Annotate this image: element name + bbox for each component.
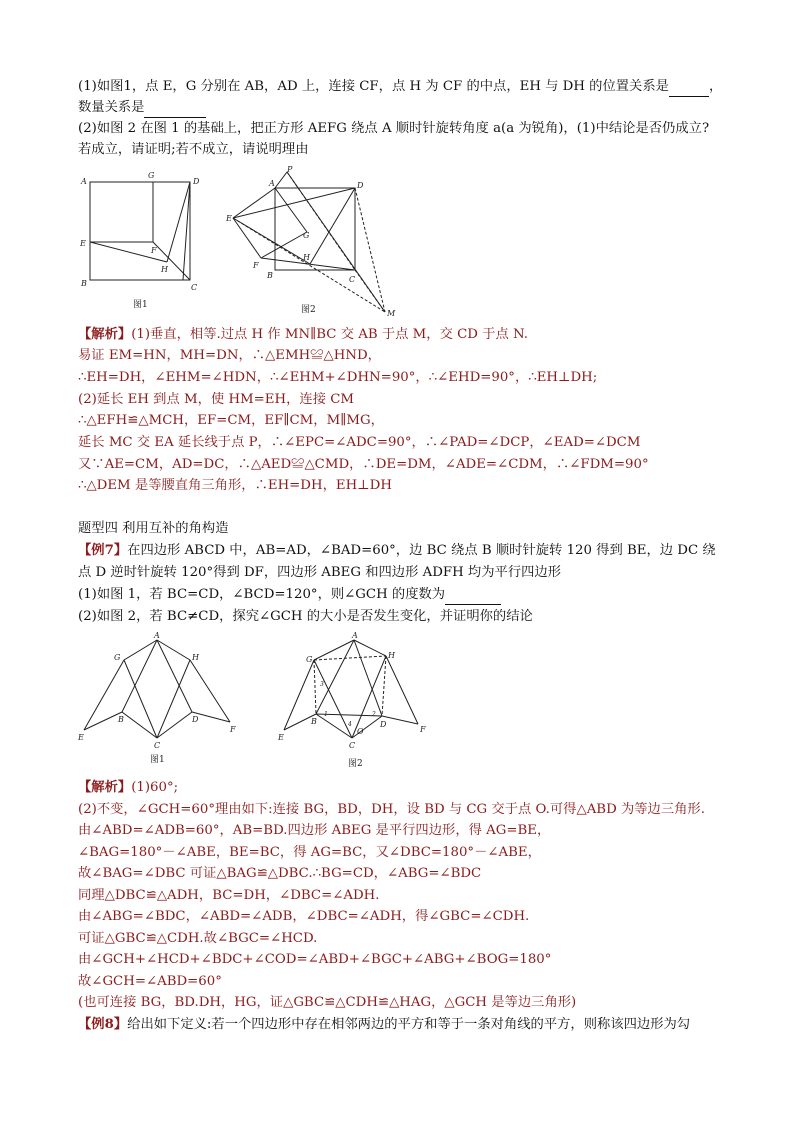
fig4-label-c: C: [349, 741, 356, 750]
problem-q2a: (2)如图 2 在图 1 的基础上，把正方形 AEFG 绕点 A 顺时针旋转角度 a(a 为锐角)，(1)中结论是否仍成立?: [78, 121, 710, 136]
fig2-label-g: G: [303, 231, 310, 240]
fig3-label-b: B: [118, 715, 124, 724]
fig1-label-c: C: [191, 283, 198, 292]
answer-blank: [669, 82, 709, 97]
answer-blank: [144, 103, 206, 118]
solution2-line2: (2)不变，∠GCH=60°理由如下:连接 BG，BD，DH，设 BD 与 CG 交于点 O.可得△ABD 为等边三角形.: [78, 802, 705, 817]
fig3-label-f: F: [230, 725, 236, 734]
fig3-label-a: A: [154, 631, 160, 640]
fig4-angle-4: 4: [348, 721, 352, 728]
problem-q2b: 若成立，请证明;若不成立，请说明理由: [78, 142, 309, 157]
solution2-line4: ∠BAG=180°－∠ABE，BE=BC，得 AG=BC，又∠DBC=180°－∠ABE，: [78, 845, 541, 860]
fig1-label-a: A: [81, 177, 87, 186]
problem-q1b: 数量关系是: [78, 97, 206, 118]
fig1-label-h: H: [161, 265, 168, 274]
fig4-label-b: B: [311, 717, 317, 726]
example8-line1: 【例8】给出如下定义:若一个四边形中存在相邻两边的平方和等于一条对角线的平方，则称该四边形为勾: [78, 1017, 691, 1032]
fig4-caption: 图2: [348, 759, 363, 769]
example7-line2: 点 D 逆时针旋转 120°得到 DF，四边形 ABEG 和四边形 ADFH 均为平行四边形: [78, 565, 562, 580]
fig2-label-e: E: [226, 214, 232, 223]
problem-q1: (1)如图1，点 E，G 分别在 AB，AD 上，连接 CF，点 H 为 CF 的中点，EH 与 DH 的位置关系是 ，: [78, 76, 722, 97]
fig4-angle-2: 2: [372, 711, 376, 718]
solution2-line9: 由∠GCH+∠HCD+∠BDC+∠COD=∠ABD+∠BGC+∠ABG+∠BOG=180°: [78, 952, 552, 967]
fig4-label-d: D: [380, 720, 387, 729]
fig2-caption: 图2: [301, 305, 316, 315]
fig4-label-e: E: [278, 733, 284, 742]
solution1-line1: 【解析】(1)垂直，相等.过点 H 作 MN∥BC 交 AB 于点 M，交 CD 于点 N.: [78, 327, 528, 342]
section-title: 题型四 利用互补的角构造: [78, 521, 229, 536]
figure-2-rotated-square: [225, 164, 405, 324]
fig3-label-g: G: [114, 653, 121, 662]
solution2-line5: 故∠BAG=∠DBC 可证△BAG≌△DBC.∴BG=CD，∠ABG=∠BDC: [78, 866, 482, 881]
solution2-line7: 由∠ABG=∠BDC，∠ABD=∠ADB，∠DBC=∠ADH，得∠GBC=∠CDH.: [78, 909, 530, 924]
solution1-line6: 延长 MC 交 EA 延长线于点 P，∴∠EPC=∠ADC=90°，∴∠PAD=∠DCP，∠EAD=∠DCM: [78, 435, 641, 450]
fig3-label-h: H: [192, 653, 199, 662]
example7-line3: (1)如图 1，若 BC=CD，∠BCD=120°，则∠GCH 的度数为: [78, 584, 501, 605]
fig4-label-f: F: [420, 725, 426, 734]
solution1-line4: (2)延长 EH 到点 M，使 HM=EH，连接 CM: [78, 392, 355, 407]
solution1-line5: ∴△EFH≌△MCH，EF=CM，EF∥CM，M∥MG，: [78, 413, 384, 428]
figure-3-quadrilateral: [72, 630, 247, 765]
fig3-label-c: C: [154, 741, 161, 750]
example7-line4: (2)如图 2，若 BC≠CD，探究∠GCH 的大小是否发生变化，并证明你的结论: [78, 609, 533, 624]
fig3-label-d: D: [192, 715, 199, 724]
fig1-label-d: D: [193, 177, 200, 186]
solution2-line6: 同理△DBC≌△ADH，BC=DH，∠DBC=∠ADH.: [78, 888, 380, 903]
fig1-label-b: B: [81, 279, 87, 288]
figure-1-square: [75, 166, 205, 311]
fig4-angle-3: 3: [320, 681, 324, 688]
solution1-line3: ∴EH=DH，∠EHM=∠HDN，∴∠EHM+∠DHN=90°，∴∠EHD=90°，∴EH⊥DH;: [78, 370, 598, 385]
answer-blank: [445, 590, 501, 605]
fig2-label-p: P: [287, 165, 293, 174]
fig1-label-g: G: [148, 171, 155, 180]
fig2-label-m: M: [387, 309, 396, 318]
fig2-label-h: H: [303, 253, 310, 262]
fig2-label-d: D: [357, 181, 364, 190]
solution2-line3: 由∠ABD=∠ADB=60°，AB=BD.四边形 ABEG 是平行四边形，得 AG=BE，: [78, 823, 551, 838]
fig4-label-o: O: [357, 727, 364, 736]
figure-4-quadrilateral: [278, 630, 438, 770]
solution2-line10: 故∠GCH=∠ABD=60°: [78, 974, 222, 989]
fig4-label-g: G: [306, 655, 313, 664]
solution1-line2: 易证 EM=HN，MH=DN，∴△EMH≌△HND，: [78, 348, 381, 363]
solution1-line7: 又∵AE=CM，AD=DC，∴△AED≌△CMD，∴DE=DM，∠ADE=∠CDM，∴∠FDM=90°: [78, 457, 649, 472]
solution2-line11: (也可连接 BG，BD.DH，HG，证△GBC≌△CDH≌△HAG，△GCH 是等边三角形): [78, 995, 577, 1010]
fig1-label-e: E: [80, 239, 86, 248]
fig1-caption: 图1: [133, 300, 148, 310]
fig4-label-a: A: [352, 631, 358, 640]
solution2-line1: 【解析】(1)60°;: [78, 780, 179, 795]
solution1-line8: ∴△DEM 是等腰直角三角形，∴EH=DH，EH⊥DH: [78, 478, 392, 493]
solution2-line8: 可证△GBC≌△CDH.故∠BGC=∠HCD.: [78, 931, 318, 946]
fig2-label-c: C: [349, 275, 356, 284]
fig1-label-f: F: [151, 246, 157, 255]
fig2-label-f: F: [253, 261, 259, 270]
fig4-label-h: H: [388, 651, 395, 660]
fig2-label-b: B: [267, 271, 273, 280]
fig3-caption: 图1: [150, 755, 165, 765]
fig3-label-e: E: [78, 733, 84, 742]
fig2-label-a: A: [269, 179, 275, 188]
example7-line1: 【例7】在四边形 ABCD 中，AB=AD，∠BAD=60°，边 BC 绕点 B 顺时针旋转 120 得到 BE，边 DC 绕: [78, 543, 716, 558]
fig4-angle-1: 1: [324, 711, 328, 718]
